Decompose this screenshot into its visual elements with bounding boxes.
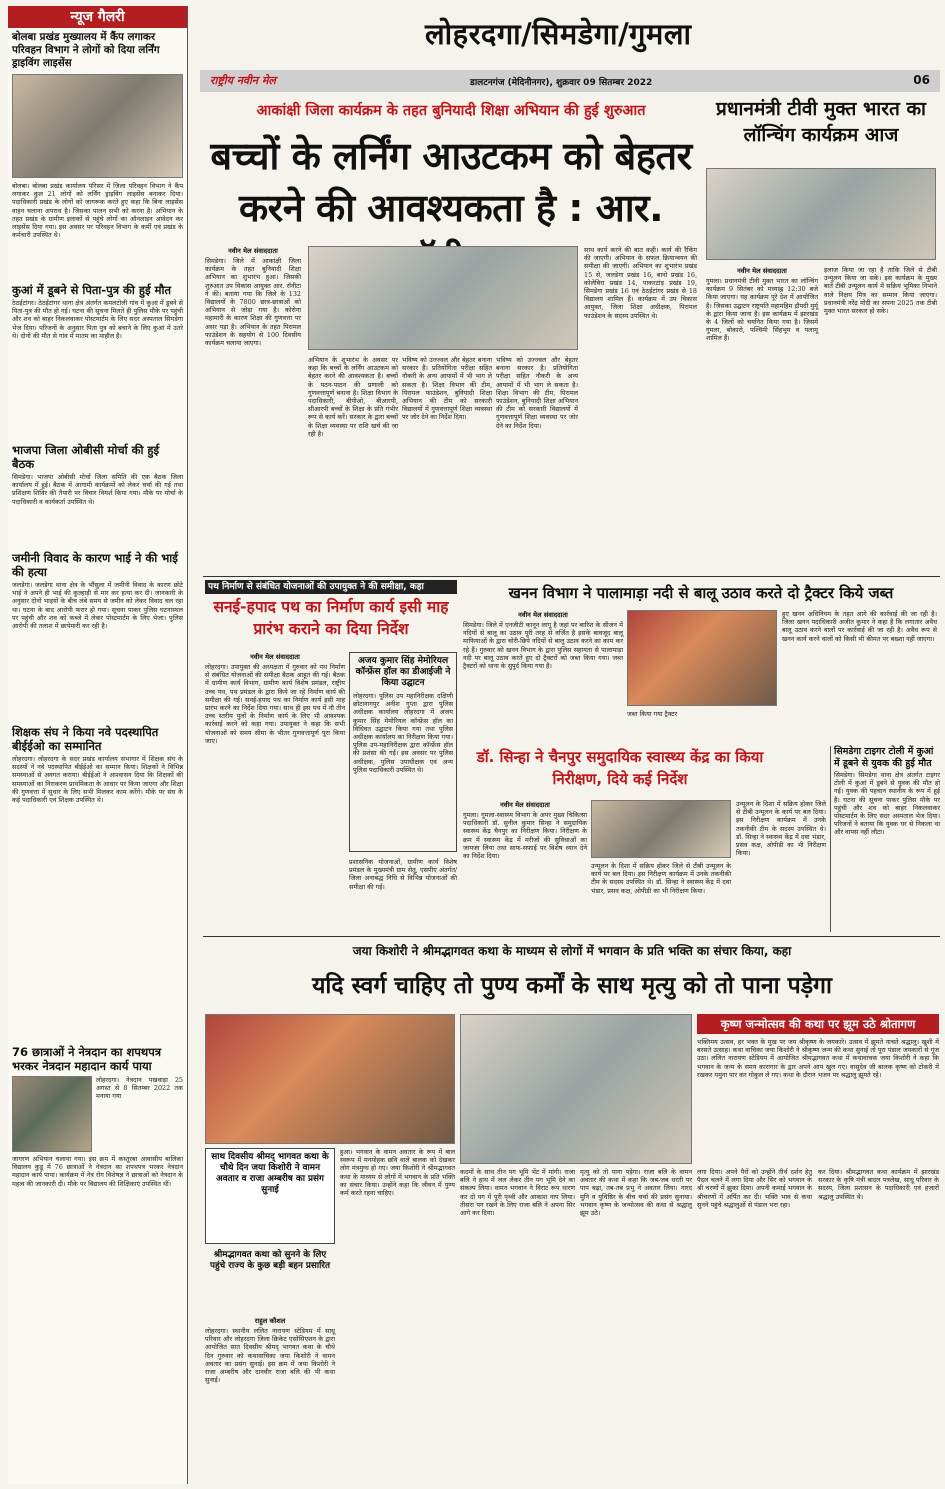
lead-photo-program: [308, 246, 578, 350]
hospital-body-2: उन्मूलन के दिशा में सक्रिय होकर जिले से टीबी उन्मूलन के कार्य पर बल दिया। इस निरीक्षण कार्यक्रम में उनके तकनीकी टीम के सदस्य उपस्थित थे। डॉ. सिन्हा ने स्वास्थ्य केंद्र में दवा भंडार, प्रसव कक्ष, ओपीडी का भी निरीक्षण किया।: [591, 862, 731, 895]
news-gallery-sidebar: [8, 6, 188, 1484]
kishori-column-1: [205, 1316, 335, 1484]
sidebar-photo-license-camp: [12, 74, 183, 178]
hospital-column: [463, 800, 587, 932]
lead-headline-box: [205, 130, 697, 242]
sidebar-story-5: लोहरदगा। लोहरदगा के सदर प्रखंड कार्यालय सभागार में शिक्षक संघ के सदस्यों ने नवे पदस्थापित बीईईओ का सम्मान किया। शिक्षकों ने विभिन्न समस्याओं से अवगत कराया। बीईईओ ने आश्वासन दिया कि शिक्षकों की समस्याओं का निराकरण प्राथमिकता के आधार पर किया जाएगा और शिक्षा की गुणवत्ता में सुधार के लिए सभी मिलकर काम करेंगे। मौके पर संघ के कई पदाधिकारी एवं शिक्षक उपस्थित थे।: [12, 755, 183, 805]
kishori-body-5: लगा दिया। अपने पैरों को उन्होंने तीर्थ दर्शन हेतु पैदल चलने में लगा दिया और सिर को भगवान के श्री चरणों में झुका दिया। अपनी कमाई भगवान के श्रीचरणों में अर्पित कर दी। भक्ति भाव से कथा सुनने पहुंचे श्रद्धालुओं से पंडाल भरा रहा।: [697, 1168, 812, 1209]
tv-body-2: इलाज किया जा रहा है ताकि जिले से टीबी उन्मूलन किया जा सके। इस कार्यक्रम के मुख्य बातें टीबी उन्मूलन कार्य में सक्रिय भूमिका निभाने वाले निक्षय मित्र का सम्मान किया जाएगा। प्रधानमंत्री नरेंद्र मोदी का सपना 2025 तक टीबी मुक्त भारत सरकार हो सके।: [824, 266, 937, 316]
mining-body-2: हुए खनन अधिनियम के तहत आगे की कार्रवाई की जा रही है। जिला खनन पदाधिकारी अजीत कुमार ने कहा है कि लगातार अवैध बालू उठाव करने वालों पर कार्रवाई की जा रही है। अवैध रूप से खनन कार्य करने वालों को किसी भी कीमत पर बख्शा नहीं जाएगा।: [782, 610, 937, 643]
hall-box: [349, 652, 457, 852]
kishori-headline: यदि स्वर्ग चाहिए तो पुण्य कर्मों के साथ मृत्यु को तो पाना पड़ेगा: [312, 973, 832, 999]
road-body-2: प्रशासनिक योजनाओं, ग्रामीण कार्य विशेष प्रमंडल के मुख्यमंत्री ग्राम सेतु, एसपीए अंतर्गत/जिला अनाबद्ध निधि से विभिन्न योजनाओं की समीक्षा की गई।: [349, 858, 457, 891]
masthead-strip: [200, 70, 940, 92]
tv-column-1: [706, 266, 818, 572]
drown-headline: सिमडेगा टाइगर टोली में कुआं में डूबने से युवक की हुई मौत: [834, 746, 934, 769]
logo-text: राष्ट्रीय नवीन मेल: [210, 74, 276, 87]
road-headline: सनई-हपाद पथ का निर्माण कार्य इसी माह प्रारंभ कराने का दिया निर्देश: [213, 598, 449, 638]
lead-byline: नवीन मेल संवाददाता: [228, 247, 278, 255]
hospital-byline: नवीन मेल संवाददाता: [500, 801, 550, 809]
masthead-title: लोहरदगा/सिमडेगा/गुमला: [425, 17, 692, 51]
kishori-body-3: कदमों के साथ तीन पग भूमि भेंट में मांगी। राजा बलि ने हाथ में जल लेकर तीन पग भूमि देने का संकल्प लिया। वामन भगवान ने विराट रूप धारण कर दो पग में पूरी पृथ्वी और आकाश नाप लिया। तीसरा पग रखने के लिए राजा बलि ने अपना सिर आगे कर दिया।: [460, 1168, 575, 1218]
page-number: 06: [913, 73, 930, 87]
sidebar-photo-caption: लोहरदगा। नेत्रदान पखवाड़ा 25 अगस्त से 8 सितम्बर 2022 तक मनाया गया: [96, 1076, 183, 1101]
kishori-photo-stage: [460, 1014, 692, 1164]
kishori-body-6: कर दिया। श्रीमद्भागवत कथा कार्यक्रम में झारखंड सरकार के कृषि मंत्री बादल पत्रलेख, साधू परिवार के सदस्य, जिला प्रशासन के पदाधिकारी एवं हजारों श्रद्धालु उपस्थित थे।: [818, 1168, 939, 1201]
mining-headline-box: [463, 580, 939, 608]
kishori-kicker: जया किशोरी ने श्रीमद्भागवत कथा के माध्यम से लोगों में भगवान के प्रति भक्ति का संचार किया, कहा: [352, 944, 792, 958]
sidebar-headline-1: बोलबा प्रखंड मुख्यालय में कैंप लगाकर परिवहन विभाग ने लोगों को दिया लर्निंग ड्राइविंग लाइसेंस: [12, 31, 160, 69]
sidebar-story-3: सिमडेगा। भाजपा ओबीसी मोर्चा जिला समिति की एक बैठक जिला कार्यालय में हुई। बैठक में आगामी कार्यक्रमों को लेकर चर्चा की गई तथा प्रशिक्षण शिविर की तैयारी पर विचार विमर्श किया गया। मौके पर मोर्चा के पदाधिकारी व कार्यकर्ता उपस्थित थे।: [12, 473, 183, 506]
sidebar-headline-6: 76 छात्राओं ने नेत्रदान का शपथपत्र भरकर नेत्रदान महादान कार्य पाया: [12, 1045, 162, 1073]
krishna-body: भक्तिमय उत्सव, हर भक्त के मुख पर जय श्रीकृष्ण के जयकारे। उत्सव में झूमते नाचते श्रद्धालु। खुशी में बरसते उत्साह। कथा वाचिका जया किशोरी ने श्रीकृष्ण जन्म की कथा सुनाई तो पूरा पंडाल जयकारों से गूंज उठा। ललित नारायण स्टेडियम में आयोजित श्रीमद्भागवत कथा में कथावाचक जया किशोरी ने कहा कि भगवान के जन्म के समय कारागार के द्वार अपने आप खुल गए। वासुदेव जी बालक कृष्ण को टोकरी में रखकर यमुना पार कर गोकुल ले गए। कथा के दौरान भजन पर श्रद्धालु झूमते रहे।: [697, 1038, 939, 1079]
drown-box: [830, 746, 940, 932]
krishna-headline: कृष्ण जन्मोत्सव की कथा पर झूम उठे श्रोतागण: [720, 1017, 916, 1031]
kishori-body-1: लोहरदगा। स्थानीय ललित नारायण स्टेडियम में साधू परिवार और लोहरदगा जिला क्रिकेट एसोसिएशन के द्वारा आयोजित सात दिवसीय श्रीमद् भागवत कथा के चौथे दिन गुरुवार को कथावाचिका जया किशोरी ने वामन अवतार का प्रसंग सुनाई। इस क्रम में जया किशोरी ने राजा अम्बरीष और दानवीर राजा बलि की भी कथा सुनाई।: [205, 1327, 335, 1385]
krishna-headline-box: [697, 1014, 939, 1034]
kishori-quote-2: श्रीमद्भागवत कथा को सुनने के लिए पहुंचे राज्य के कुछ बड़ी बहन प्रसारित: [209, 1250, 331, 1271]
sidebar-headline-5: शिक्षक संघ ने किया नवे पदस्थापित बीईईओ का सम्मानित: [12, 725, 159, 753]
lead-headline: बच्चों के लर्निंग आउटकम को बेहतर करने की आवश्यकता है : आर.: [210, 134, 692, 230]
hospital-photo: [591, 800, 731, 858]
sidebar-story-2: ठेठईटांगर। ठेठईटांगर थाना क्षेत्र अंतर्गत कमलटोली गांव में कुआं में डूबने से पिता-पुत्र की मौत हो गई। घटना की सूचना मिलते ही पुलिस मौके पर पहुंची और शव को बाहर निकलवाकर पोस्टमार्टम के लिए सदर अस्पताल सिमडेगा भेज दिया। परिजनों के अनुसार पिता पुत्र को बचाने के लिए कुआं में उतरे थे। दोनों की मौत से गांव में मातम का माहौल है।: [12, 299, 183, 340]
kishori-headline-box: [205, 966, 939, 1010]
kishori-kicker-box: [205, 940, 939, 964]
tv-headline: प्रधानमंत्री टीवी मुक्त भारत का लॉन्चिंग कार्यक्रम आज: [716, 98, 926, 146]
road-byline: नवीन मेल संवाददाता: [250, 653, 300, 661]
lead-body-2: अभियान के शुभारंभ के अवसर पर कहा कि बच्चों के लर्निंग आउटकम को बेहतर करने की आवश्यकता है। बच्चों के पठन-पाठन की प्रणाली को गुणवत्तापूर्ण बनाना है। शिक्षा विभाग के पदाधिकारी, बीपीओ, बीआरपी, सीआरपी बच्चों के शिक्षा के प्रति गंभीर रूप से कार्य करें। सरकार के द्वारा बच्चों के शिक्षा व्यवस्था पर राशि खर्च की जा रही है।: [308, 356, 398, 438]
kishori-quote-box: [205, 1148, 335, 1244]
sidebar-headline-4: जमीनी विवाद के कारण भाई ने की भाई की हत्या: [12, 551, 178, 579]
kishori-photo-dance: [205, 1014, 455, 1144]
road-kicker: पथ निर्माण से संबंधित योजनाओं की उपायुक्त ने की समीक्षा, कहा: [205, 580, 457, 594]
mining-body: सिमडेगा। जिले में एनजीटी कानून लागू है जहां पर बारिश के सीजन में नदियों से बालू का उठाव पूरी तरह से वर्जित है इसके बावजूद बालू माफियाओं के द्वारा चोरी-छिपे नदियों से बालू उठाव करने का काम कर रहे हैं। गुरुवार को खनन विभाग के द्वारा पुलिस सहायता से पालामाड़ा नदी पर बालू उठाव करते हुए दो ट्रैक्टरों को जब्त किया गया। जब्त ट्रैक्टरों को थाना के सुपुर्द किया गया है।: [463, 621, 623, 671]
sidebar-story-1: बोलबा। बोलबा प्रखंड कार्यालय परिसर में जिला परिवहन विभाग ने कैंप लगाकर कुल 21 लोगों को लर्निंग ड्राइविंग लाइसेंस बनाकर दिया। पदाधिकारी प्रखंड के लोगों को जागरूक करते हुए कहा कि बिना लाइसेंस वाहन चलाना अपराध है। जिसका पालन सभी को करना है। अभियान के तहत प्रखंड के ग्रामीण इलाकों से पहुंचे लोगों का ऑनलाइन आवेदन कर लाइसेंस दिया गया। इस अवसर पर परिवहन विभाग के कर्मी एवं प्रखंड के कर्मचारी उपस्थित थे।: [12, 182, 183, 240]
hospital-body: गुमला। गुमला-स्वास्थ्य विभाग के अपर मुख्य चिकित्सा पदाधिकारी डॉ. सुनील कुमार सिन्हा ने समुदायिक स्वास्थ्य केंद्र चैनपुर का निरीक्षण किया। निरीक्षण के क्रम में स्वास्थ्य केंद्र में मरीजों की सुविधाओं का जायजा लिया तथा साफ-सफाई पर विशेष ध्यान देने का निर्देश दिया।: [463, 811, 587, 861]
kishori-quote: साथ दिवसीय श्रीमद् भागवत कथा के चौथे दिन जया किशोरी ने वामन अवतार व राजा अम्बरीष का प्रसंग सुनाई: [211, 1152, 329, 1195]
lead-body-1: सिमडेगा। जिले में आकांक्षी जिला कार्यक्रम के तहत बुनियादी शिक्षा अभियान का शुभारंभ हुआ। जिसकी शुरुआत उप विकास आयुक्त आर. रॉनीटा ने की। बताया गया कि जिले के 132 विद्यालयों के 7800 छात्र-छात्राओं को अभियान से जोड़ा गया है। कोरोना महामारी के कारण शिक्षा की गुणवत्ता पर असर पड़ा है। अभियान के तहत पिरामल फाउंडेशन के सहयोग से 100 दिवसीय कार्यक्रम चलाया जाएगा।: [205, 257, 301, 348]
drown-body: सिमडेगा। सिमडेगा थाना क्षेत्र अंतर्गत टाइगर टोली में कुआं में डूबने से युवक की मौत हो गई। युवक की पहचान स्थानीय के रूप में हुई है। घटना की सूचना पाकर पुलिस मौके पर पहुंची और शव को बाहर निकलवाकर पोस्टमार्टम के लिए सदर अस्पताल भेज दिया। परिजनों ने बताया कि युवक घर से निकला था और वापस नहीं लौटा।: [834, 771, 940, 837]
tv-byline: नवीन मेल संवाददाता: [737, 267, 787, 275]
kishori-body-2: हुआ। भगवान के वामन अवतार के रूप में बाल स्वरूप में मनमोहक छवि वाले बालक को देखकर लोग मंत्रमुग्ध हो गए। जया किशोरी ने श्रीमद्भागवत कथा के माध्यम से लोगों में भगवान के प्रति भक्ति का संचार किया। उन्होंने कहा कि जीवन में पुण्य कर्म करते रहना चाहिए।: [340, 1148, 455, 1198]
hall-headline: अजय कुमार सिंह मेमोरियल कॉन्फ्रेंस हॉल का डीआईजी ने किया उद्घाटन: [355, 656, 451, 688]
lead-column-1: [205, 246, 301, 572]
dateline: डालटनगंज (मेदिनीनगर), शुक्रवार 09 सितम्बर 2022: [470, 78, 653, 88]
road-headline-box: [205, 580, 457, 650]
hospital-headline-box: [463, 746, 777, 798]
hall-body: लोहरदगा। पुलिस उप महानिरीक्षक दक्षिणी छोटानागपुर अनीश गुप्ता द्वारा पुलिस अधीक्षक कार्यालय लोहरदगा में अजय कुमार सिंह मेमोरियल कॉन्फ्रेंस हॉल का विधिवत उद्घाटन किया गया तथा पुलिस अधीक्षक कार्यालय का निरीक्षण किया गया। पुलिस उप-महानिरीक्षक द्वारा कॉन्फ्रेंस हॉल की प्रशंसा की गई। इस अवसर पर पुलिस अधीक्षक, पुलिस उपाधीक्षक एवं अन्य पुलिस पदाधिकारी उपस्थित थे।: [353, 692, 453, 774]
sidebar-photo-eye-donation: [12, 1076, 92, 1152]
lead-body-4: साथ कार्य करने की बात कही। कार्य की रैंकिंग की जाएगी। अभियान के सफल क्रियान्वयन की समीक्षा की जाएगी। अभियान का शुभारंभ प्रखंड 15 से, जलडेगा प्रखंड 16, बानो प्रखंड 16, कोलेबिरा प्रखंड 14, पाकरटांड़ प्रखंड 19, सिमडेगा प्रखंड 16 एवं ठेठईटांगर प्रखंड से 18 विद्यालय शामिल हैं। कार्यक्रम में उप विकास आयुक्त, जिला शिक्षा अधीक्षक, पिरामल फाउंडेशन के सदस्य उपस्थित थे।: [584, 246, 697, 320]
tv-photo-hospital: [706, 168, 936, 260]
lead-body-3: भविष्य को उज्ज्वल और बेहतर बनाना सरकार है। प्रतियोगिता परीक्षा सहित नौकरी के अन्य आयामों में भी भाग ले सकता है। शिक्षा विभाग की टीम, पिरामल फाउंडेशन, बुनियादी शिक्षा अभियान की टीम को सरकारी विद्यालयों में गुणवत्तापूर्ण शिक्षा व्यवस्था पर जोर देने का निर्देश दिया।: [402, 356, 492, 422]
kishori-byline: राहुल कौशल: [254, 1317, 286, 1325]
kishori-quote-box-2: [205, 1248, 335, 1312]
road-body: लोहरदगा। उपायुक्त की अध्यक्षता में गुरुवार को पथ निर्माण से संबंधित योजनाओं की समीक्षा बैठक आहूत की गई। बैठक में ग्रामीण कार्य विभाग, ग्रामीण कार्य विशेष प्रमंडल, राष्ट्रीय उच्च पथ, पथ प्रमंडल के द्वारा किये जा रहे निर्माण कार्य की समीक्षा की गई। सनई-हपाद पथ का निर्माण कार्य इसी माह प्रारंभ करने का निर्देश दिया गया। साथ ही इस पथ में नौ तीन उच्च स्तरीय पुलों के निर्माण कार्य के लिए भी आवश्यक कार्रवाई करने को कहा गया। उपायुक्त ने कहा कि सभी योजनाओं को समय सीमा के भीतर गुणवत्तापूर्ण पूरा किया जाए।: [205, 663, 345, 745]
lead-kicker-box: [205, 97, 697, 127]
hospital-body-3: उन्मूलन के दिशा में सक्रिय होकर जिले से टीबी उन्मूलन के कार्य पर बल दिया। इस निरीक्षण कार्यक्रम में उनके तकनीकी टीम के सदस्य उपस्थित थे। डॉ. सिन्हा ने स्वास्थ्य केंद्र में दवा भंडार, प्रसव कक्ष, ओपीडी का भी निरीक्षण किया।: [736, 800, 826, 858]
kishori-body-4: मृत्यु को तो पाना पड़ेगा। राजा बलि के वामन अवतार की कथा में कहा कि जब-जब धरती पर पाप बढ़ा, तब-तब प्रभु ने अवतार लिया। नारद मुनि व युधिष्ठिर के बीच चर्चा की प्रसंग सुनाया। भगवान कृष्ण के जन्मोत्सव की कथा से श्रद्धालु झूम उठे।: [580, 1168, 692, 1218]
masthead: [200, 6, 940, 64]
lead-body-3b: भविष्य को उज्ज्वल और बेहतर बनाना सरकार है। प्रतियोगिता परीक्षा सहित नौकरी के अन्य आयामों में भी भाग ले सकता है। शिक्षा विभाग की टीम, पिरामल फाउंडेशन, बुनियादी शिक्षा अभियान की टीम को सरकारी विद्यालयों में गुणवत्तापूर्ण शिक्षा व्यवस्था पर जोर देने का निर्देश दिया।: [496, 356, 578, 430]
mining-caption: जब्त किया गया ट्रैक्टर: [627, 710, 678, 718]
mining-byline: नवीन मेल संवाददाता: [518, 611, 568, 619]
tv-body-1: गुमला। प्रधानमंत्री टीवी मुक्त भारत का लॉन्चिंग कार्यक्रम 9 सितंबर को मध्याह्न 12:30 बजे किया जाएगा। यह कार्यक्रम पूरे देश में आयोजित है। जिसका उद्घाटन राष्ट्रपति महामहिम द्रौपदी मुर्मू के द्वारा किया जाना है। इस कार्यक्रम में झारखंड के 4 जिलों को चयनित किया गया है। जिसमें गुमला, बोकारो, पश्चिमी सिंहभूम व पलामू शामिल हैं।: [706, 277, 818, 343]
sidebar-story-6: जागरण अभियान चलाया गया। इस क्रम में कस्तूरबा आवासीय बालिका विद्यालय कुडू में 76 छात्राओं ने नेत्रदान का शपथपत्र भरकर नेत्रदान महादान कार्य पाया। कार्यक्रम में नेत्र रोग विशेषज्ञ ने छात्राओं को नेत्रदान के महत्व की जानकारी दी। मौके पर विद्यालय की शिक्षिकाएं उपस्थित थीं।: [12, 1155, 183, 1188]
lead-kicker: आकांक्षी जिला कार्यक्रम के तहत बुनियादी शिक्षा अभियान की हुई शुरुआत: [256, 103, 646, 119]
sidebar-headline-3: भाजपा जिला ओबीसी मोर्चा की हुई बैठक: [12, 443, 160, 471]
mining-photo-tractor: [627, 610, 777, 706]
road-column: [205, 652, 345, 932]
sidebar-story-4: जलडेगा। जलडेगा थाना क्षेत्र के भौंसुला में जमीनी विवाद के कारण छोटे भाई ने अपने ही भाई की कुल्हाड़ी से मार कर हत्या कर दी। जानकारी के अनुसार दोनों भाइयों के बीच लंबे समय से जमीन को लेकर विवाद चल रहा था। घटना के बाद आरोपी फरार हो गया। सूचना पाकर पुलिस घटनास्थल पर पहुंची और शव को कब्जे में लेकर पोस्टमार्टम के लिए भेजा। पुलिस आरोपी की तलाश में छापेमारी कर रही है।: [12, 581, 183, 631]
hospital-headline: डॉ. सिन्हा ने चैनपुर समुदायिक स्वास्थ्य केंद्र का किया निरीक्षण, दिये कई निर्देश: [476, 748, 764, 788]
sidebar-headline-2: कुआं में डूबने से पिता-पुत्र की हुई मौत: [12, 283, 172, 297]
sidebar-section-title: न्यूज गैलरी: [8, 6, 187, 28]
krishna-column: [697, 1038, 939, 1164]
tv-headline-box: [703, 96, 939, 164]
mining-headline: खनन विभाग ने पालामाड़ा नदी से बालू उठाव करते दो ट्रैक्टर किये जब्त: [508, 584, 894, 602]
